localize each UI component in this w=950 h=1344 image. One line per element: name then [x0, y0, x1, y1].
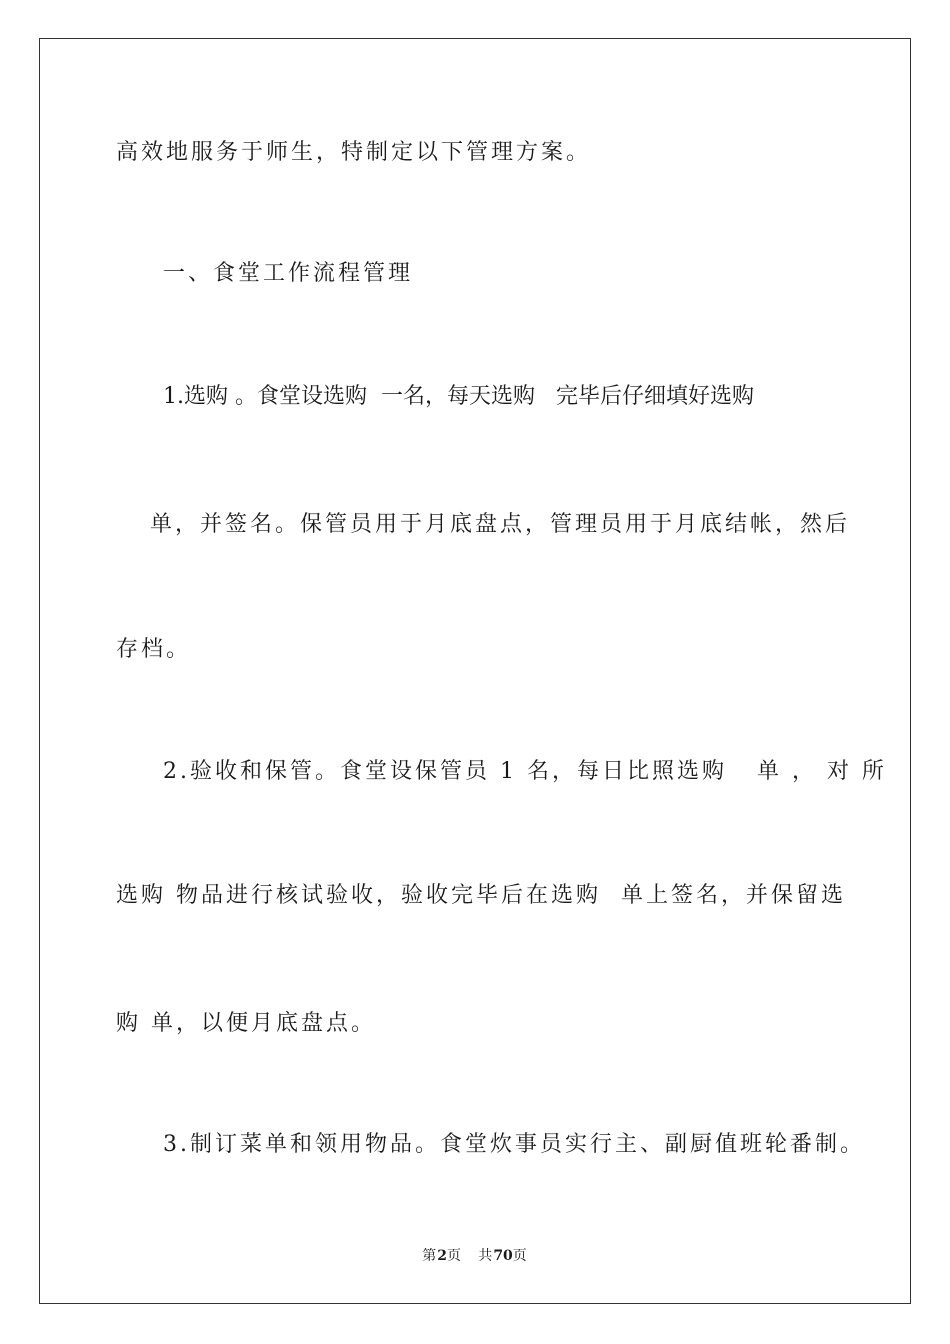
current-page-number: 2	[437, 1248, 447, 1264]
footer-middle: 页 共	[446, 1248, 494, 1264]
text-line-7: 选购 物品进行核试验收，验收完毕后在选购 单上签名，并保留选	[116, 883, 846, 908]
text-line-6: 2.验收和保管。食堂设保管员 1 名，每日比照选购 单 ， 对 所	[163, 759, 887, 784]
section-heading: 一、食堂工作流程管理	[163, 261, 414, 286]
page-border	[39, 38, 911, 1304]
footer-suffix: 页	[512, 1248, 528, 1264]
text-line-4: 单，并签名。保管员用于月底盘点，管理员用于月底结帐，然后	[150, 512, 851, 537]
page-footer	[0, 1246, 950, 1266]
footer-prefix: 第	[422, 1248, 438, 1264]
total-page-count: 70	[493, 1248, 513, 1264]
text-line-9: 3.制订菜单和领用物品。食堂炊事员实行主、副厨值班轮番制。	[163, 1132, 865, 1157]
text-line-5: 存档。	[116, 637, 192, 662]
text-segment: 1.选购 。食堂设选购 一名，每天选购 完毕后仔细填好选购	[163, 384, 754, 409]
text-line-8: 购 单，以便月底盘点。	[116, 1011, 376, 1036]
text-line-1: 高效地服务于师生，特制定以下管理方案。	[116, 140, 592, 165]
text-line-3	[163, 383, 833, 411]
